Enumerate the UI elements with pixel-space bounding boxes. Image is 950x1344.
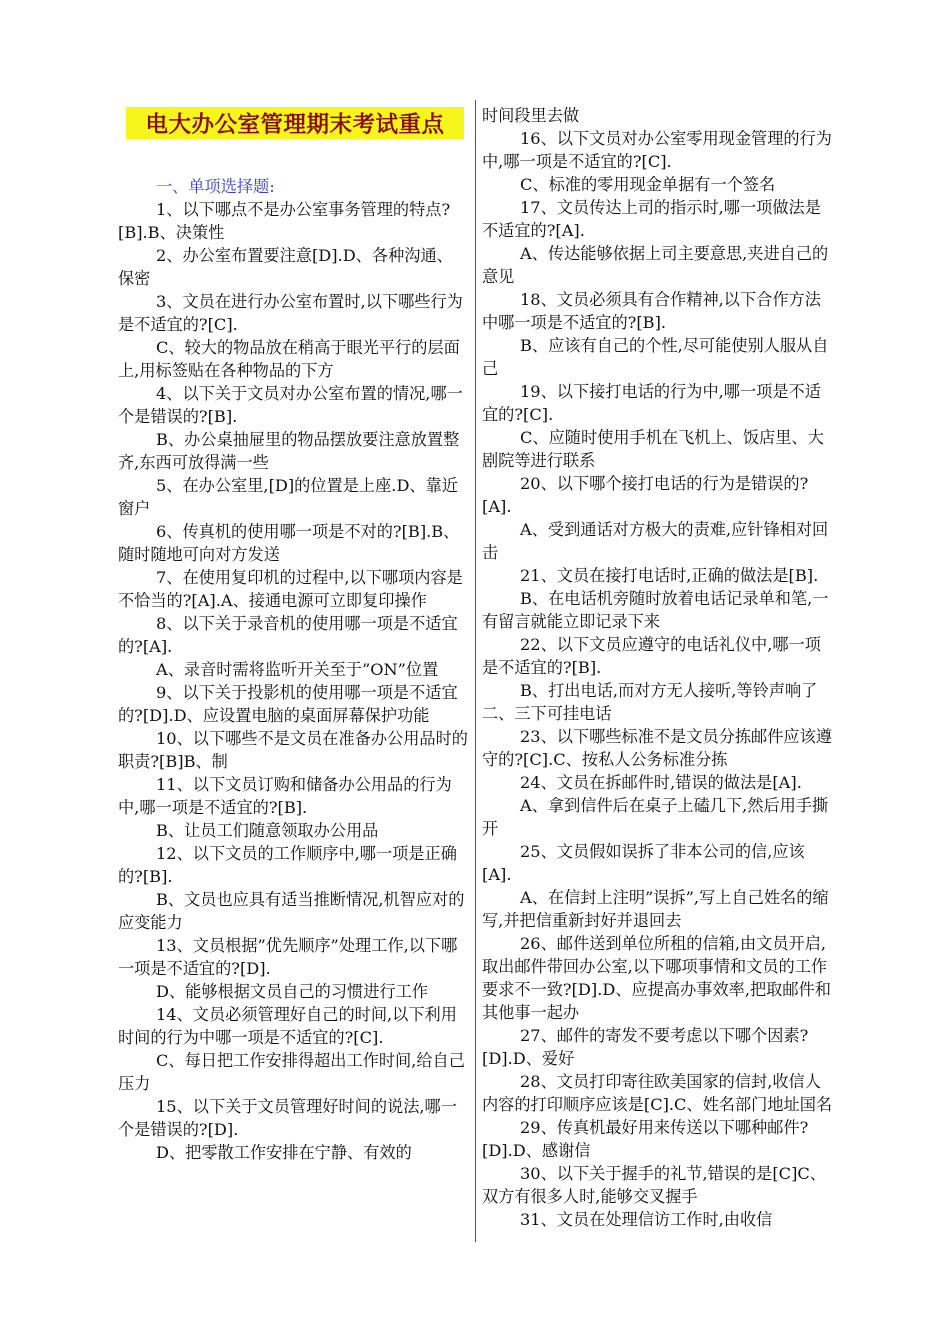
- question-paragraph: 16、以下文员对办公室零用现金管理的行为中,哪一项是不适宜的?[C].: [482, 129, 832, 171]
- question-paragraph: B、文员也应具有适当推断情况,机智应对的应变能力: [118, 890, 465, 932]
- question-paragraph: B、在电话机旁随时放着电话记录单和笔,一有留言就能立即记录下来: [482, 589, 829, 631]
- question-paragraph: A、传达能够依据上司主要意思,夹进自己的意见: [482, 244, 829, 286]
- question-paragraph: 31、文员在处理信访工作时,由收信: [520, 1210, 773, 1229]
- question-paragraph: 1、以下哪点不是办公室事务管理的特点?[B].B、决策性: [118, 200, 451, 242]
- question-paragraph: 21、文员在接打电话时,正确的做法是[B].: [520, 566, 819, 585]
- question-paragraph: 20、以下哪个接打电话的行为是错误的?[A].: [482, 474, 809, 516]
- question-paragraph: 3、文员在进行办公室布置时,以下哪些行为是不适宜的?[C].: [118, 292, 463, 334]
- section-heading: 一、单项选择题:: [156, 177, 275, 196]
- question-paragraph: 29、传真机最好用来传送以下哪种邮件?[D].D、感谢信: [482, 1118, 809, 1160]
- right-column: [482, 0, 834, 1231]
- question-paragraph: 时间段里去做: [482, 106, 580, 125]
- question-paragraph: 9、以下关于投影机的使用哪一项是不适宜的?[D].D、应设置电脑的桌面屏幕保护功能: [118, 683, 458, 725]
- question-paragraph: C、每日把工作安排得超出工作时间,给自己压力: [118, 1051, 465, 1093]
- question-paragraph: 12、以下文员的工作顺序中,哪一项是正确的?[B].: [118, 844, 457, 886]
- question-paragraph: D、能够根据文员自己的习惯进行工作: [156, 982, 428, 1001]
- question-paragraph: 4、以下关于文员对办公室布置的情况,哪一个是错误的?[B].: [118, 384, 463, 426]
- question-paragraph: 18、文员必须具有合作精神,以下合作方法中哪一项是不适宜的?[B].: [482, 290, 821, 332]
- question-paragraph: 10、以下哪些不是文员在准备办公用品时的职责?[B]B、制: [118, 729, 468, 771]
- question-paragraph: 19、以下接打电话的行为中,哪一项是不适宜的?[C].: [482, 382, 821, 424]
- question-paragraph: A、录音时需将监听开关至于”ON”位置: [156, 660, 439, 679]
- question-paragraph: 11、以下文员订购和储备办公用品的行为中,哪一项是不适宜的?[B].: [118, 775, 452, 817]
- question-paragraph: 7、在使用复印机的过程中,以下哪项内容是不恰当的?[A].A、接通电源可立即复印操作: [118, 568, 463, 610]
- question-paragraph: B、让员工们随意领取办公用品: [156, 821, 379, 840]
- question-paragraph: C、标准的零用现金单据有一个签名: [520, 175, 776, 194]
- question-paragraph: B、打出电话,而对方无人接听,等铃声响了二、三下可挂电话: [482, 681, 818, 723]
- question-paragraph: 22、以下文员应遵守的电话礼仪中,哪一项是不适宜的?[B].: [482, 635, 821, 677]
- question-paragraph: 15、以下关于文员管理好时间的说法,哪一个是错误的?[D].: [118, 1097, 457, 1139]
- question-paragraph: B、办公桌抽屉里的物品摆放要注意放置整齐,东西可放得满一些: [118, 430, 460, 472]
- question-paragraph: 5、在办公室里,[D]的位置是上座.D、靠近窗户: [118, 476, 458, 518]
- question-paragraph: A、受到通话对方极大的责难,应针锋相对回击: [482, 520, 829, 562]
- question-paragraph: 26、邮件送到单位所租的信箱,由文员开启,取出邮件带回办公室,以下哪项事情和文员的工作要求不一致?[D].D、应提高办事效率,把取邮件和其他事一起办: [482, 934, 831, 1022]
- question-paragraph: 25、文员假如误拆了非本公司的信,应该[A].: [482, 842, 805, 884]
- question-paragraph: 24、文员在拆邮件时,错误的做法是[A].: [520, 773, 802, 792]
- question-paragraph: C、较大的物品放在稍高于眼光平行的层面上,用标签贴在各种物品的下方: [118, 338, 460, 380]
- question-paragraph: 13、文员根据”优先顺序”处理工作,以下哪一项是不适宜的?[D].: [118, 936, 458, 978]
- left-column: [118, 0, 468, 1164]
- question-paragraph: 8、以下关于录音机的使用哪一项是不适宜的?[A].: [118, 614, 458, 656]
- question-paragraph: 23、以下哪些标准不是文员分拣邮件应该遵守的?[C].C、按私人公务标准分拣: [482, 727, 832, 769]
- document-title: 电大办公室管理期末考试重点: [145, 112, 445, 138]
- question-paragraph: A、在信封上注明”误拆”,写上自己姓名的缩写,并把信重新封好并退回去: [482, 888, 829, 930]
- question-paragraph: 27、邮件的寄发不要考虑以下哪个因素?[D].D、爱好: [482, 1026, 809, 1068]
- question-paragraph: 30、以下关于握手的礼节,错误的是[C]C、双方有很多人时,能够交叉握手: [482, 1164, 826, 1206]
- question-paragraph: 17、文员传达上司的指示时,哪一项做法是不适宜的?[A].: [482, 198, 821, 240]
- question-paragraph: B、应该有自己的个性,尽可能使别人服从自己: [482, 336, 829, 378]
- question-paragraph: D、把零散工作安排在宁静、有效的: [156, 1143, 412, 1162]
- question-paragraph: 6、传真机的使用哪一项是不对的?[B].B、随时随地可向对方发送: [118, 522, 460, 564]
- question-paragraph: 28、文员打印寄往欧美国家的信封,收信人内容的打印顺序应该是[C].C、姓名部门地址国名: [482, 1072, 833, 1114]
- question-paragraph: C、应随时使用手机在飞机上、饭店里、大剧院等进行联系: [482, 428, 824, 470]
- question-paragraph: 2、办公室布置要注意[D].D、各种沟通、保密: [118, 246, 453, 288]
- question-paragraph: 14、文员必须管理好自己的时间,以下利用时间的行为中哪一项是不适宜的?[C].: [118, 1005, 457, 1047]
- question-paragraph: A、拿到信件后在桌子上磕几下,然后用手撕开: [482, 796, 829, 838]
- column-divider: [475, 100, 476, 1242]
